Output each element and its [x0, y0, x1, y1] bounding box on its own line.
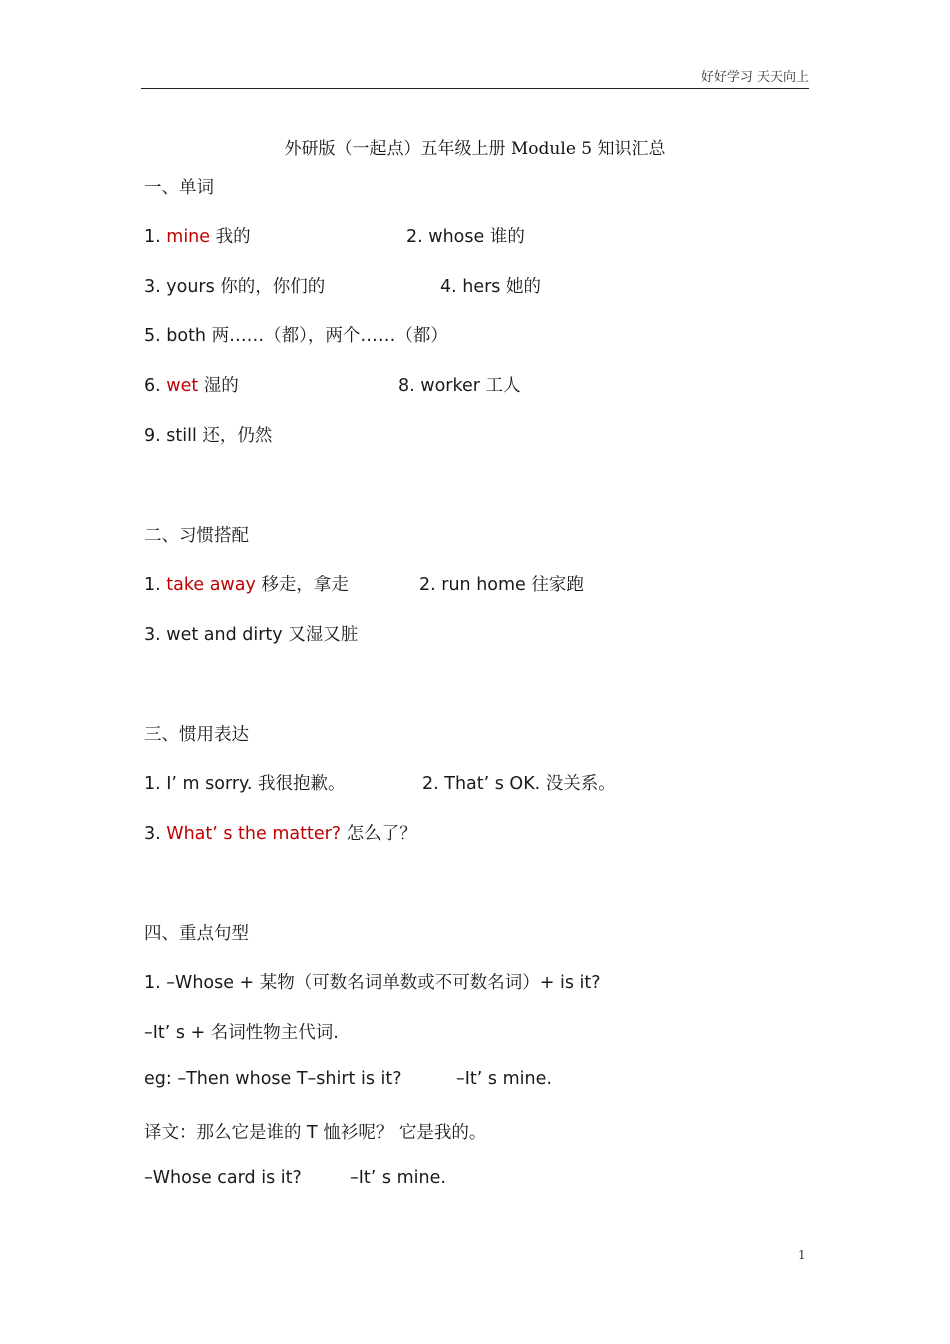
example-row-1	[144, 1069, 552, 1089]
example-question-2: –Whose card is it?	[144, 1168, 302, 1188]
vocab-row-2	[144, 273, 541, 298]
vocab-item-4: 4. hers 她的	[440, 277, 541, 297]
example-translation: 译文：那么它是谁的 T 恤衫呢？ 它是我的。	[144, 1123, 487, 1143]
expression-row-1	[144, 770, 616, 795]
example-answer-1: –It’ s mine.	[456, 1069, 552, 1089]
page-header: 好好学习 天天向上	[700, 70, 809, 85]
document-title: 外研版（一起点）五年级上册 Module 5 知识汇总	[284, 139, 666, 159]
phrase-item-3: 3. wet and dirty 又湿又脏	[144, 625, 359, 645]
expression-item-3: 3. What’ s the matter? 怎么了？	[144, 824, 417, 844]
vocab-item-2: 2. whose 谁的	[406, 227, 525, 247]
vocab-item-8: 8. worker 工人	[398, 376, 521, 396]
section-heading-expressions: 三、惯用表达	[144, 725, 249, 745]
vocab-item-6: 6. wet 湿的	[144, 376, 239, 396]
sentence-pattern-answer: –It’ s + 名词性物主代词.	[144, 1023, 339, 1043]
phrase-item-2: 2. run home 往家跑	[419, 575, 584, 595]
expression-item-2: 2. That’ s OK. 没关系。	[422, 774, 616, 794]
example-answer-2: –It’ s mine.	[350, 1168, 446, 1188]
vocab-item-1: 1. mine 我的	[144, 227, 251, 247]
vocab-row-4	[144, 372, 521, 397]
example-question-1: eg: –Then whose T–shirt is it?	[144, 1069, 402, 1089]
section-heading-phrases: 二、习惯搭配	[144, 526, 249, 546]
vocab-row-1	[144, 223, 525, 248]
sentence-pattern-question: 1. –Whose + 某物（可数名词单数或不可数名词）+ is it?	[144, 973, 601, 993]
header-divider	[141, 88, 809, 89]
section-heading-key-sentences: 四、重点句型	[144, 924, 249, 944]
expression-item-1: 1. I’ m sorry. 我很抱歉。	[144, 774, 346, 794]
phrase-item-1: 1. take away 移走，拿走	[144, 575, 349, 595]
vocab-item-3: 3. yours 你的，你们的	[144, 277, 326, 297]
vocab-item-9: 9. still 还，仍然	[144, 426, 273, 446]
vocab-item-5: 5. both 两……（都），两个……（都）	[144, 326, 448, 346]
phrase-row-1	[144, 571, 584, 596]
page-number: 1	[798, 1248, 806, 1262]
section-heading-vocabulary: 一、单词	[144, 178, 214, 198]
example-row-2	[144, 1168, 446, 1188]
